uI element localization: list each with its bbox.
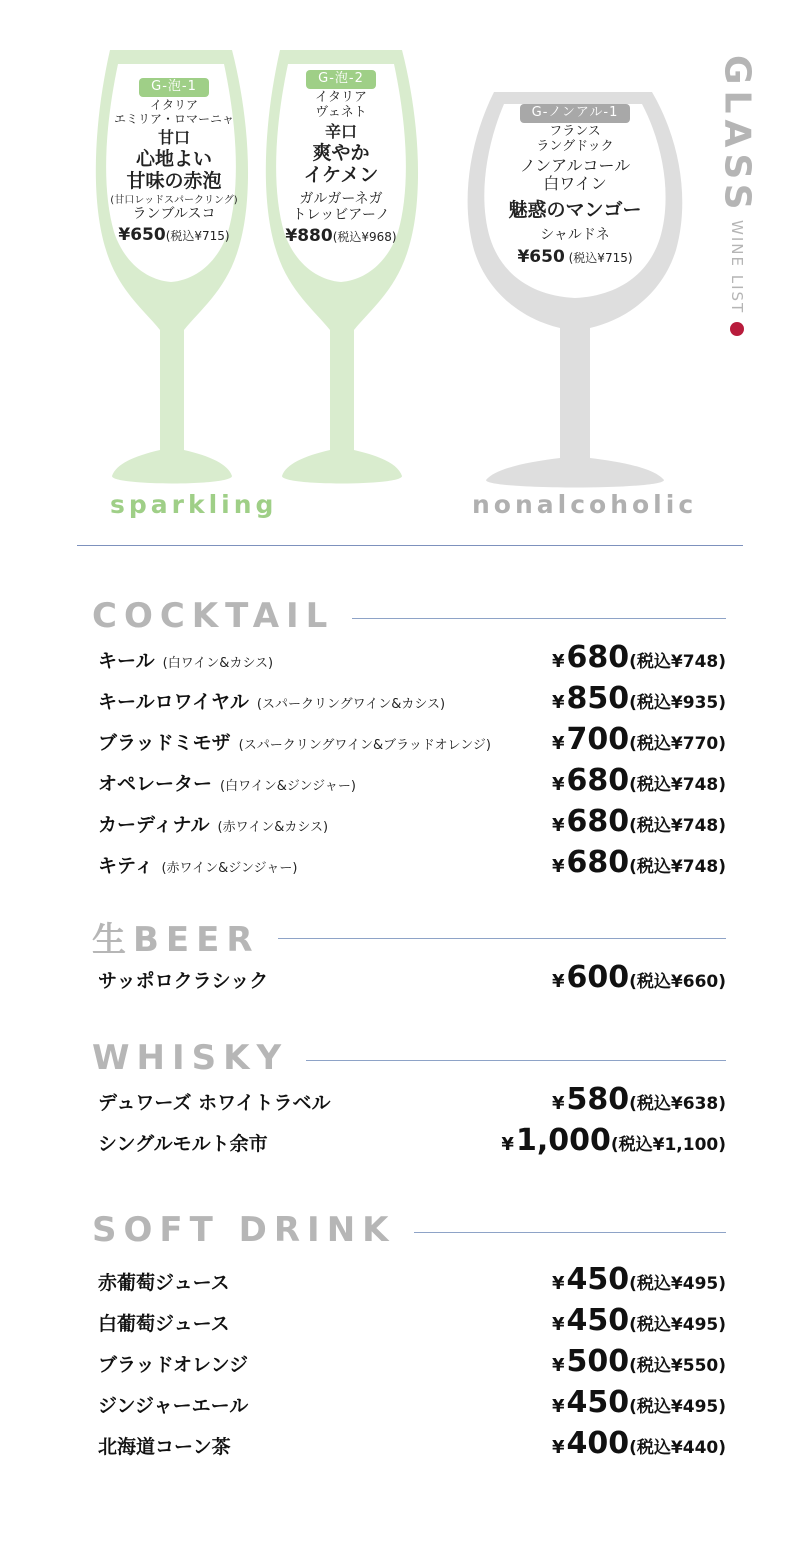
section-soft-drink [92, 1210, 726, 1467]
glass-3-country: フランス [549, 123, 601, 139]
menu-row [92, 960, 726, 1001]
glass-1-badge: G-泡-1 [139, 78, 209, 97]
glass-2-info [271, 68, 411, 247]
section-beer [92, 916, 726, 1001]
item-name: サッポロクラシック [98, 970, 269, 992]
item-note: (スパークリングワイン&カシス) [256, 697, 446, 712]
section-header [92, 596, 726, 636]
glass-3-grape: シャルドネ [540, 227, 610, 244]
glass-1-tax-price: (税込¥715) [165, 229, 230, 244]
item-price: ¥680(税込¥748) [551, 640, 726, 675]
glass-2-name-line2: イケメン [303, 164, 379, 187]
item-price: ¥450(税込¥495) [551, 1385, 726, 1420]
item-name: ブラッドミモザ (スパークリングワイン&ブラッドオレンジ) [98, 732, 491, 754]
category-nonalcoholic: nonalcoholic [472, 490, 698, 519]
menu-row [92, 1082, 726, 1123]
menu-row [92, 1123, 726, 1164]
item-price: ¥450(税込¥495) [551, 1303, 726, 1338]
glass-2-taste: 辛口 [324, 121, 357, 141]
item-note: (白ワイン&ジンジャー) [220, 779, 356, 794]
item-price: ¥680(税込¥748) [551, 804, 726, 839]
glass-3-price: ¥650 [517, 246, 565, 267]
item-note: (白ワイン&カシス) [162, 656, 274, 671]
item-price: ¥600(税込¥660) [551, 960, 726, 995]
glass-2-price: ¥880 [285, 226, 333, 247]
menu-row [92, 1344, 726, 1385]
section-whisky [92, 1038, 726, 1164]
section-rule [306, 1060, 726, 1061]
glass-2-region: ヴェネト [315, 104, 367, 120]
section-divider [77, 545, 743, 546]
glass-3-price-row [490, 248, 660, 268]
item-name: キールロワイヤル (スパークリングワイン&カシス) [98, 691, 446, 713]
item-price: ¥700(税込¥770) [551, 722, 726, 757]
glass-3-tax-price: (税込¥715) [568, 250, 633, 265]
section-cocktail [92, 596, 726, 886]
glass-1-grape: ランブルスコ [132, 206, 216, 223]
glass-3-type-line1: ノンアルコール [519, 155, 631, 175]
item-name: 赤葡萄ジュース [98, 1272, 230, 1294]
menu-row [92, 640, 726, 681]
section-header [92, 916, 726, 960]
section-title: WHISKY [92, 1038, 289, 1078]
glass-wine-section [0, 0, 800, 560]
glass-3-type-line2: 白ワイン [543, 174, 607, 194]
item-name: シングルモルト余市 [98, 1133, 268, 1155]
item-note: (赤ワイン&ジンジャー) [161, 861, 298, 876]
menu-row [92, 1385, 726, 1426]
item-name: ジンジャーエール [98, 1395, 249, 1417]
glass-2-country: イタリア [314, 89, 367, 105]
item-name: キール (白ワイン&カシス) [98, 650, 274, 672]
item-name: デュワーズ ホワイトラベル [98, 1092, 331, 1114]
glass-1-name-line1: 心地よい [135, 147, 212, 170]
section-title: COCKTAIL [92, 596, 335, 636]
section-rule [352, 618, 726, 619]
glass-1-name-line2: 甘味の赤泡 [126, 169, 222, 192]
glass-3-badge: G-ノンアル-1 [520, 104, 631, 123]
item-name: オペレーター (白ワイン&ジンジャー) [98, 773, 356, 795]
item-note: (赤ワイン&カシス) [217, 820, 329, 835]
side-title-sub: WINE LIST [728, 219, 746, 314]
glass-1-country: イタリア [149, 97, 198, 112]
side-title [716, 55, 758, 336]
menu-row [92, 722, 726, 763]
item-name: キティ (赤ワイン&ジンジャー) [98, 855, 298, 877]
item-note: (スパークリングワイン&ブラッドオレンジ) [238, 738, 491, 753]
section-rule [278, 938, 726, 939]
section-header [92, 1038, 726, 1078]
item-price: ¥680(税込¥748) [551, 763, 726, 798]
menu-row [92, 763, 726, 804]
glass-3-name: 魅惑のマンゴー [508, 198, 642, 221]
glass-2-badge: G-泡-2 [306, 70, 376, 89]
item-price: ¥500(税込¥550) [551, 1344, 726, 1379]
item-price: ¥450(税込¥495) [551, 1262, 726, 1297]
item-price: ¥400(税込¥440) [551, 1426, 726, 1461]
item-name: 白葡萄ジュース [98, 1313, 230, 1335]
section-title: SOFT DRINK [92, 1210, 396, 1250]
glass-1-info [106, 76, 242, 246]
glass-3-region: ラングドック [536, 138, 614, 154]
menu-row [92, 1262, 726, 1303]
glass-1-price-row [106, 226, 242, 246]
glass-2-name-line1: 爽やか [312, 142, 370, 165]
item-price: ¥580(税込¥638) [551, 1082, 726, 1117]
glass-3-info [490, 102, 660, 267]
item-name: ブラッドオレンジ [98, 1354, 249, 1376]
red-dot-icon [730, 322, 744, 336]
item-price: ¥680(税込¥748) [551, 845, 726, 880]
menu-row [92, 804, 726, 845]
item-name: 北海道コーン茶 [98, 1436, 231, 1458]
glass-1-price: ¥650 [118, 225, 166, 246]
section-header [92, 1210, 726, 1250]
glass-2-price-row [271, 227, 411, 247]
item-name: カーディナル (赤ワイン&カシス) [98, 814, 329, 836]
glass-1-taste: 甘口 [157, 127, 190, 147]
glass-2-grape-line2: トレッビアーノ [292, 206, 390, 223]
glass-2-tax-price: (税込¥968) [332, 230, 397, 245]
category-sparkling: sparkling [110, 490, 278, 519]
item-price: ¥1,000(税込¥1,100) [501, 1123, 726, 1158]
menu-row [92, 681, 726, 722]
menu-row [92, 1303, 726, 1344]
side-title-main: GLASS [716, 55, 758, 216]
section-rule [414, 1232, 726, 1233]
glass-1-subtitle: (甘口レッドスパークリング) [110, 194, 238, 206]
glass-1-region: エミリア・ロマーニャ [113, 111, 234, 126]
section-title: 生BEER [92, 919, 260, 960]
item-price: ¥850(税込¥935) [551, 681, 726, 716]
glass-2-grape-line1: ガルガーネガ [299, 190, 383, 207]
menu-row [92, 1426, 726, 1467]
menu-row [92, 845, 726, 886]
